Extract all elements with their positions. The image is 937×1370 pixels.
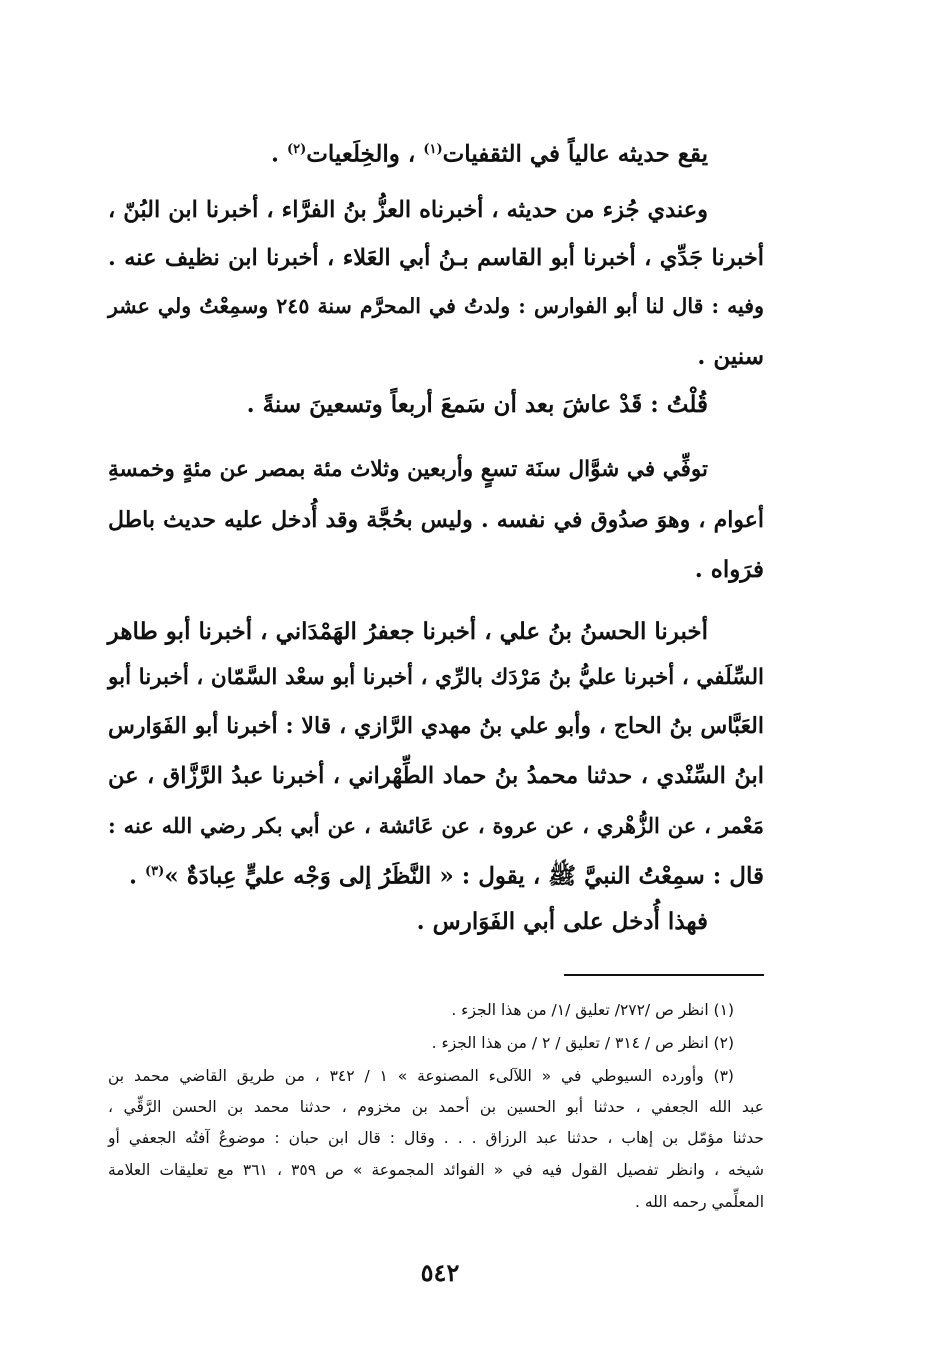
footnote-3-line-3: حدثنا مؤمّل بن إهاب ، حدثنا عبد الرزاق . . . وقال : قال ابن حبان : موضوعٌ آفتُه الجعفي أو <box>108 1129 764 1147</box>
line-1-end: . <box>270 140 287 168</box>
text-line-16: فهذا أُدخل على أبي الفَوَارس . <box>416 908 708 935</box>
footnote-ref-2: (٢) <box>286 142 307 157</box>
text-line-13: ابنُ السِّنْدي ، حدثنا محمدُ بنُ حماد الطِّهْراني ، أخبرنا عبدُ الرَّزَّاق ، عن <box>108 763 764 789</box>
text-line-15 <box>108 852 764 892</box>
text-line-2: وعندي جُزء من حديثه ، أخبرناه العزُّ بنُ الفرَّاء ، أخبرنا ابن البُنّ ، <box>108 197 708 223</box>
text-line-6: قُلْتُ : قَدْ عاشَ بعد أن سَمعَ أربعاً وتسعينَ سنةً . <box>246 391 708 418</box>
page-number: ٥٤٢ <box>420 1258 460 1287</box>
text-line-10: أخبرنا الحسنُ بنُ علي ، أخبرنا جعفرُ الهَمْدَاني ، أخبرنا أبو طاهر <box>107 618 708 645</box>
text-line-8: أعوام ، وهوَ صدُوق في نفسه . وليس بحُجَّة وقد أُدخل عليه حديث باطل <box>108 507 764 533</box>
footnote-3-line-1: (٣) وأورده السيوطي في « اللآلىء المصنوعة » ١ / ٣٤٢ ، من طريق القاضي محمد بن <box>108 1067 734 1085</box>
text-line-1 <box>108 130 764 170</box>
footnote-1: (١) انظر ص /٢٧٢/ تعليق /١/ من هذا الجزء . <box>451 1001 734 1019</box>
text-line-7: توفِّي في شوَّال سنَة تسعٍ وأربعين وثلاث مئة بمصر عن مئةٍ وخمسةِ <box>108 457 708 482</box>
text-line-14: مَعْمر ، عن الزُّهْري ، عن عروة ، عن عَائشة ، عن أبي بكر رضي الله عنه : <box>108 813 764 838</box>
text-line-12: العَبَّاس بنُ الحاج ، وأبو علي بنُ مهدي الرَّازي ، قالا : أخبرنا أبو الفَوَارس <box>108 713 764 739</box>
text-line-9: فرَواه . <box>694 556 764 583</box>
footnote-3-line-2: عبد الله الجعفي ، حدثنا أبو الحسين بن أحمد بن مخزوم ، حدثنا محمد بن الحسن الرَّقِّي ، <box>108 1098 764 1116</box>
line-15-text: قال : سمِعْتُ النبيَّ ﷺ ، يقول : « النَّظَرُ إلى وَجْه عليٍّ عِبادَةٌ » <box>164 862 764 890</box>
footnote-ref-3: (٣) <box>145 864 165 879</box>
footnote-separator <box>564 974 764 976</box>
text-line-11: السِّلَفي ، أخبرنا عليُّ بنُ مَرْدَك بالرِّي ، أخبرنا أبو سعْد السَّمّان ، أخبرنا أبو <box>108 665 764 690</box>
line-1-mid: ، والخِلَعيات <box>306 140 424 168</box>
footnote-3-line-4: شيخه ، وانظر تفصيل القول فيه في « الفوائد المجموعة » ص ٣٥٩ ، ٣٦١ مع تعليقات العلامة <box>108 1161 765 1179</box>
text-line-5: سنين . <box>697 343 764 370</box>
footnote-ref-1: (١) <box>423 142 443 157</box>
footnote-3-line-5: المعلِّمي رحمه الله . <box>635 1193 764 1211</box>
footnote-2: (٢) انظر ص / ٣١٤ / تعليق / ٢ / من هذا الجزء . <box>431 1034 734 1052</box>
line-15-end: . <box>129 862 146 890</box>
text-line-3: أخبرنا جَدِّي ، أخبرنا أبو القاسم بـنُ أبي العَلاء ، أخبرنا ابن نظيف عنه . <box>108 245 764 271</box>
text-line-4: وفيه : قال لنا أبو الفوارس : ولدتُ في المحرَّم سنة ٢٤٥ وسمِعْتُ ولي عشر <box>108 294 765 318</box>
line-1-start: يقع حديثه عالياً في الثقفيات <box>442 140 708 168</box>
